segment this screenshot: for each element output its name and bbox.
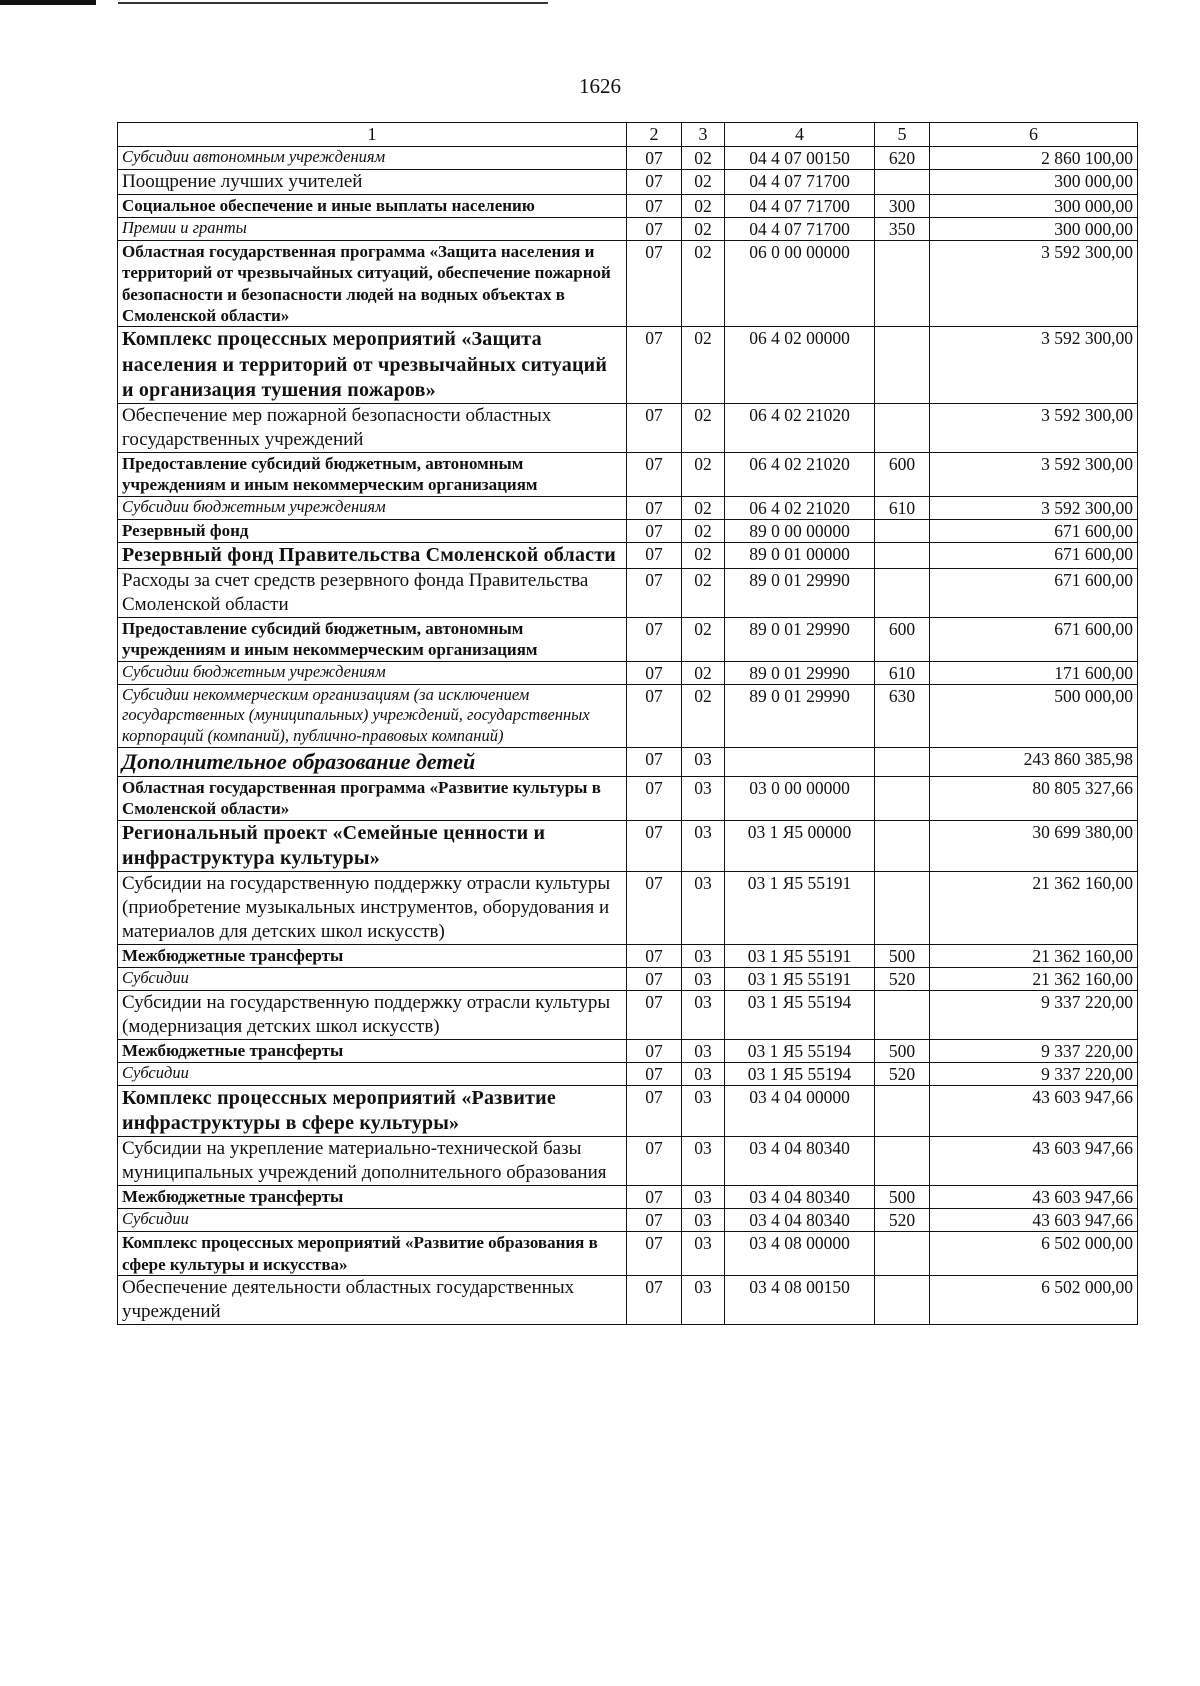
row-target-article-cell: 03 0 00 00000 [725, 776, 875, 820]
header-cell-6: 6 [930, 123, 1138, 147]
row-name-cell: Социальное обеспечение и иные выплаты населению [118, 194, 627, 217]
row-subsection-cell: 02 [682, 452, 725, 496]
page-number: 1626 [579, 74, 621, 98]
row-section-cell: 07 [627, 1062, 682, 1085]
header-cell-1: 1 [118, 123, 627, 147]
row-name-cell: Субсидии на укрепление материально-технической базы муниципальных учреждений дополнительного образования [118, 1137, 627, 1186]
table-row [118, 967, 1138, 990]
table-row [118, 452, 1138, 496]
row-section-cell: 07 [627, 967, 682, 990]
table-row [118, 990, 1138, 1039]
row-subsection-cell: 03 [682, 1275, 725, 1324]
row-target-article-cell: 03 4 08 00150 [725, 1275, 875, 1324]
row-expense-type-cell [875, 1137, 930, 1186]
table-row [118, 871, 1138, 944]
table-row [118, 169, 1138, 194]
row-amount-cell: 300 000,00 [930, 194, 1138, 217]
row-section-cell: 07 [627, 146, 682, 169]
row-section-cell: 07 [627, 169, 682, 194]
row-amount-cell: 671 600,00 [930, 542, 1138, 568]
row-target-article-cell: 04 4 07 71700 [725, 194, 875, 217]
row-target-article-cell: 04 4 07 71700 [725, 217, 875, 240]
table-row [118, 1137, 1138, 1186]
row-amount-cell: 500 000,00 [930, 684, 1138, 747]
row-expense-type-cell: 600 [875, 617, 930, 661]
row-section-cell: 07 [627, 944, 682, 967]
row-expense-type-cell [875, 747, 930, 776]
row-subsection-cell: 02 [682, 496, 725, 519]
row-name-cell: Субсидии [118, 1209, 627, 1232]
row-amount-cell: 2 860 100,00 [930, 146, 1138, 169]
row-name-cell: Дополнительное образование детей [118, 747, 627, 776]
row-section-cell: 07 [627, 568, 682, 617]
row-subsection-cell: 02 [682, 542, 725, 568]
row-name-cell: Обеспечение мер пожарной безопасности областных государственных учреждений [118, 403, 627, 452]
row-subsection-cell: 03 [682, 820, 725, 871]
row-section-cell: 07 [627, 1039, 682, 1062]
row-section-cell: 07 [627, 542, 682, 568]
row-expense-type-cell: 610 [875, 496, 930, 519]
row-target-article-cell: 89 0 01 29990 [725, 661, 875, 684]
row-amount-cell: 43 603 947,66 [930, 1137, 1138, 1186]
row-section-cell: 07 [627, 820, 682, 871]
header-cell-3: 3 [682, 123, 725, 147]
table-body [118, 123, 1138, 1325]
row-subsection-cell: 02 [682, 403, 725, 452]
row-name-cell: Субсидии бюджетным учреждениям [118, 496, 627, 519]
row-amount-cell: 3 592 300,00 [930, 496, 1138, 519]
budget-table [117, 122, 1138, 1325]
table-row [118, 747, 1138, 776]
table-row [118, 684, 1138, 747]
row-amount-cell: 21 362 160,00 [930, 944, 1138, 967]
row-expense-type-cell [875, 820, 930, 871]
row-expense-type-cell [875, 1275, 930, 1324]
row-name-cell: Предоставление субсидий бюджетным, автономным учреждениям и иным некоммерческим организациям [118, 617, 627, 661]
row-subsection-cell: 03 [682, 747, 725, 776]
header-row [118, 123, 1138, 147]
row-target-article-cell: 03 1 Я5 55191 [725, 967, 875, 990]
table-row [118, 1275, 1138, 1324]
table-row [118, 1209, 1138, 1232]
row-expense-type-cell: 520 [875, 1062, 930, 1085]
row-target-article-cell: 03 1 Я5 55191 [725, 871, 875, 944]
row-name-cell: Межбюджетные трансферты [118, 1039, 627, 1062]
row-amount-cell: 43 603 947,66 [930, 1186, 1138, 1209]
row-section-cell: 07 [627, 217, 682, 240]
row-amount-cell: 300 000,00 [930, 169, 1138, 194]
row-target-article-cell: 89 0 01 00000 [725, 542, 875, 568]
row-name-cell: Субсидии на государственную поддержку отрасли культуры (приобретение музыкальных инструментов, оборудования и материалов для детских школ искусств) [118, 871, 627, 944]
table-row [118, 496, 1138, 519]
row-subsection-cell: 03 [682, 1186, 725, 1209]
row-target-article-cell: 03 1 Я5 55194 [725, 990, 875, 1039]
row-expense-type-cell [875, 1085, 930, 1136]
row-section-cell: 07 [627, 1209, 682, 1232]
row-section-cell: 07 [627, 1085, 682, 1136]
table-row [118, 194, 1138, 217]
row-amount-cell: 6 502 000,00 [930, 1232, 1138, 1276]
table-row [118, 617, 1138, 661]
row-name-cell: Субсидии на государственную поддержку отрасли культуры (модернизация детских школ искусств) [118, 990, 627, 1039]
row-amount-cell: 9 337 220,00 [930, 990, 1138, 1039]
table-row [118, 403, 1138, 452]
table-row [118, 661, 1138, 684]
row-target-article-cell: 03 1 Я5 55191 [725, 944, 875, 967]
row-section-cell: 07 [627, 1232, 682, 1276]
row-subsection-cell: 03 [682, 1062, 725, 1085]
row-target-article-cell: 06 0 00 00000 [725, 240, 875, 327]
row-target-article-cell: 04 4 07 00150 [725, 146, 875, 169]
row-section-cell: 07 [627, 871, 682, 944]
table-row [118, 944, 1138, 967]
row-amount-cell: 671 600,00 [930, 519, 1138, 542]
scan-artifact-bar [0, 0, 96, 5]
row-name-cell: Субсидии [118, 967, 627, 990]
row-amount-cell: 300 000,00 [930, 217, 1138, 240]
row-target-article-cell: 03 1 Я5 55194 [725, 1039, 875, 1062]
table-row [118, 776, 1138, 820]
row-amount-cell: 21 362 160,00 [930, 967, 1138, 990]
row-section-cell: 07 [627, 1186, 682, 1209]
row-expense-type-cell: 600 [875, 452, 930, 496]
row-amount-cell: 43 603 947,66 [930, 1209, 1138, 1232]
row-subsection-cell: 02 [682, 684, 725, 747]
row-subsection-cell: 03 [682, 1232, 725, 1276]
row-amount-cell: 3 592 300,00 [930, 452, 1138, 496]
row-section-cell: 07 [627, 1275, 682, 1324]
row-amount-cell: 30 699 380,00 [930, 820, 1138, 871]
row-name-cell: Комплекс процессных мероприятий «Развитие образования в сфере культуры и искусства» [118, 1232, 627, 1276]
table-row [118, 1085, 1138, 1136]
table-row [118, 568, 1138, 617]
table-row [118, 1062, 1138, 1085]
row-expense-type-cell [875, 169, 930, 194]
row-name-cell: Субсидии некоммерческим организациям (за исключением государственных (муниципальных) учреждений, государственных корпораций (компаний), публично-правовых компаний) [118, 684, 627, 747]
row-amount-cell: 3 592 300,00 [930, 327, 1138, 404]
row-target-article-cell: 03 1 Я5 55194 [725, 1062, 875, 1085]
row-expense-type-cell [875, 403, 930, 452]
table-row [118, 542, 1138, 568]
row-expense-type-cell: 500 [875, 1039, 930, 1062]
row-target-article-cell: 89 0 01 29990 [725, 617, 875, 661]
row-amount-cell: 171 600,00 [930, 661, 1138, 684]
row-subsection-cell: 03 [682, 871, 725, 944]
header-cell-2: 2 [627, 123, 682, 147]
row-amount-cell: 3 592 300,00 [930, 240, 1138, 327]
row-amount-cell: 3 592 300,00 [930, 403, 1138, 452]
row-name-cell: Региональный проект «Семейные ценности и инфраструктура культуры» [118, 820, 627, 871]
table-row [118, 217, 1138, 240]
row-subsection-cell: 03 [682, 944, 725, 967]
row-subsection-cell: 02 [682, 327, 725, 404]
row-name-cell: Субсидии [118, 1062, 627, 1085]
row-target-article-cell: 03 4 04 00000 [725, 1085, 875, 1136]
row-name-cell: Резервный фонд Правительства Смоленской области [118, 542, 627, 568]
row-expense-type-cell: 520 [875, 1209, 930, 1232]
row-name-cell: Субсидии автономным учреждениям [118, 146, 627, 169]
row-name-cell: Расходы за счет средств резервного фонда Правительства Смоленской области [118, 568, 627, 617]
row-expense-type-cell: 500 [875, 944, 930, 967]
row-target-article-cell: 89 0 01 29990 [725, 568, 875, 617]
row-amount-cell: 9 337 220,00 [930, 1062, 1138, 1085]
row-name-cell: Обеспечение деятельности областных государственных учреждений [118, 1275, 627, 1324]
row-subsection-cell: 03 [682, 990, 725, 1039]
row-subsection-cell: 02 [682, 617, 725, 661]
row-name-cell: Комплекс процессных мероприятий «Защита населения и территорий от чрезвычайных ситуаций и организация тушения пожаров» [118, 327, 627, 404]
scan-artifact-line [118, 2, 548, 4]
row-name-cell: Субсидии бюджетным учреждениям [118, 661, 627, 684]
row-amount-cell: 243 860 385,98 [930, 747, 1138, 776]
row-amount-cell: 671 600,00 [930, 568, 1138, 617]
row-subsection-cell: 02 [682, 169, 725, 194]
row-target-article-cell: 06 4 02 21020 [725, 496, 875, 519]
row-target-article-cell: 04 4 07 71700 [725, 169, 875, 194]
row-amount-cell: 80 805 327,66 [930, 776, 1138, 820]
row-amount-cell: 9 337 220,00 [930, 1039, 1138, 1062]
row-expense-type-cell [875, 568, 930, 617]
row-name-cell: Комплекс процессных мероприятий «Развитие инфраструктуры в сфере культуры» [118, 1085, 627, 1136]
row-target-article-cell: 06 4 02 00000 [725, 327, 875, 404]
header-cell-5: 5 [875, 123, 930, 147]
row-amount-cell: 6 502 000,00 [930, 1275, 1138, 1324]
row-target-article-cell: 03 4 04 80340 [725, 1137, 875, 1186]
row-subsection-cell: 02 [682, 240, 725, 327]
row-subsection-cell: 03 [682, 1085, 725, 1136]
row-section-cell: 07 [627, 403, 682, 452]
row-name-cell: Премии и гранты [118, 217, 627, 240]
row-subsection-cell: 02 [682, 146, 725, 169]
row-section-cell: 07 [627, 327, 682, 404]
row-section-cell: 07 [627, 452, 682, 496]
row-target-article-cell [725, 747, 875, 776]
row-subsection-cell: 02 [682, 194, 725, 217]
row-expense-type-cell [875, 776, 930, 820]
row-subsection-cell: 03 [682, 776, 725, 820]
row-name-cell: Резервный фонд [118, 519, 627, 542]
row-expense-type-cell: 350 [875, 217, 930, 240]
row-expense-type-cell: 520 [875, 967, 930, 990]
row-section-cell: 07 [627, 684, 682, 747]
row-name-cell: Межбюджетные трансферты [118, 1186, 627, 1209]
row-name-cell: Поощрение лучших учителей [118, 169, 627, 194]
row-expense-type-cell: 300 [875, 194, 930, 217]
row-expense-type-cell [875, 542, 930, 568]
table-row [118, 240, 1138, 327]
row-expense-type-cell [875, 990, 930, 1039]
row-section-cell: 07 [627, 990, 682, 1039]
row-expense-type-cell [875, 1232, 930, 1276]
row-target-article-cell: 03 4 04 80340 [725, 1209, 875, 1232]
row-expense-type-cell: 500 [875, 1186, 930, 1209]
table-row [118, 1186, 1138, 1209]
table-row [118, 519, 1138, 542]
row-subsection-cell: 02 [682, 519, 725, 542]
row-expense-type-cell [875, 327, 930, 404]
row-subsection-cell: 03 [682, 1137, 725, 1186]
row-section-cell: 07 [627, 1137, 682, 1186]
row-target-article-cell: 03 4 04 80340 [725, 1186, 875, 1209]
row-section-cell: 07 [627, 661, 682, 684]
row-subsection-cell: 03 [682, 1209, 725, 1232]
table-row [118, 1232, 1138, 1276]
row-expense-type-cell [875, 240, 930, 327]
row-subsection-cell: 02 [682, 661, 725, 684]
row-target-article-cell: 03 1 Я5 00000 [725, 820, 875, 871]
table-row [118, 327, 1138, 404]
row-name-cell: Областная государственная программа «Защита населения и территорий от чрезвычайных ситуаций, обеспечение пожарной безопасности и безопасности людей на водных объектах в Смоленской области» [118, 240, 627, 327]
header-cell-4: 4 [725, 123, 875, 147]
row-target-article-cell: 06 4 02 21020 [725, 452, 875, 496]
row-name-cell: Предоставление субсидий бюджетным, автономным учреждениям и иным некоммерческим организациям [118, 452, 627, 496]
row-subsection-cell: 02 [682, 217, 725, 240]
row-amount-cell: 43 603 947,66 [930, 1085, 1138, 1136]
row-section-cell: 07 [627, 776, 682, 820]
row-amount-cell: 671 600,00 [930, 617, 1138, 661]
row-name-cell: Межбюджетные трансферты [118, 944, 627, 967]
row-section-cell: 07 [627, 240, 682, 327]
row-section-cell: 07 [627, 496, 682, 519]
row-expense-type-cell: 620 [875, 146, 930, 169]
table-row [118, 820, 1138, 871]
table-row [118, 1039, 1138, 1062]
row-subsection-cell: 03 [682, 1039, 725, 1062]
row-expense-type-cell [875, 519, 930, 542]
row-section-cell: 07 [627, 194, 682, 217]
row-name-cell: Областная государственная программа «Развитие культуры в Смоленской области» [118, 776, 627, 820]
table-row [118, 146, 1138, 169]
row-subsection-cell: 03 [682, 967, 725, 990]
row-subsection-cell: 02 [682, 568, 725, 617]
row-target-article-cell: 89 0 01 29990 [725, 684, 875, 747]
row-amount-cell: 21 362 160,00 [930, 871, 1138, 944]
row-target-article-cell: 03 4 08 00000 [725, 1232, 875, 1276]
row-target-article-cell: 89 0 00 00000 [725, 519, 875, 542]
row-section-cell: 07 [627, 747, 682, 776]
row-target-article-cell: 06 4 02 21020 [725, 403, 875, 452]
row-expense-type-cell: 630 [875, 684, 930, 747]
row-expense-type-cell [875, 871, 930, 944]
row-section-cell: 07 [627, 519, 682, 542]
row-section-cell: 07 [627, 617, 682, 661]
row-expense-type-cell: 610 [875, 661, 930, 684]
